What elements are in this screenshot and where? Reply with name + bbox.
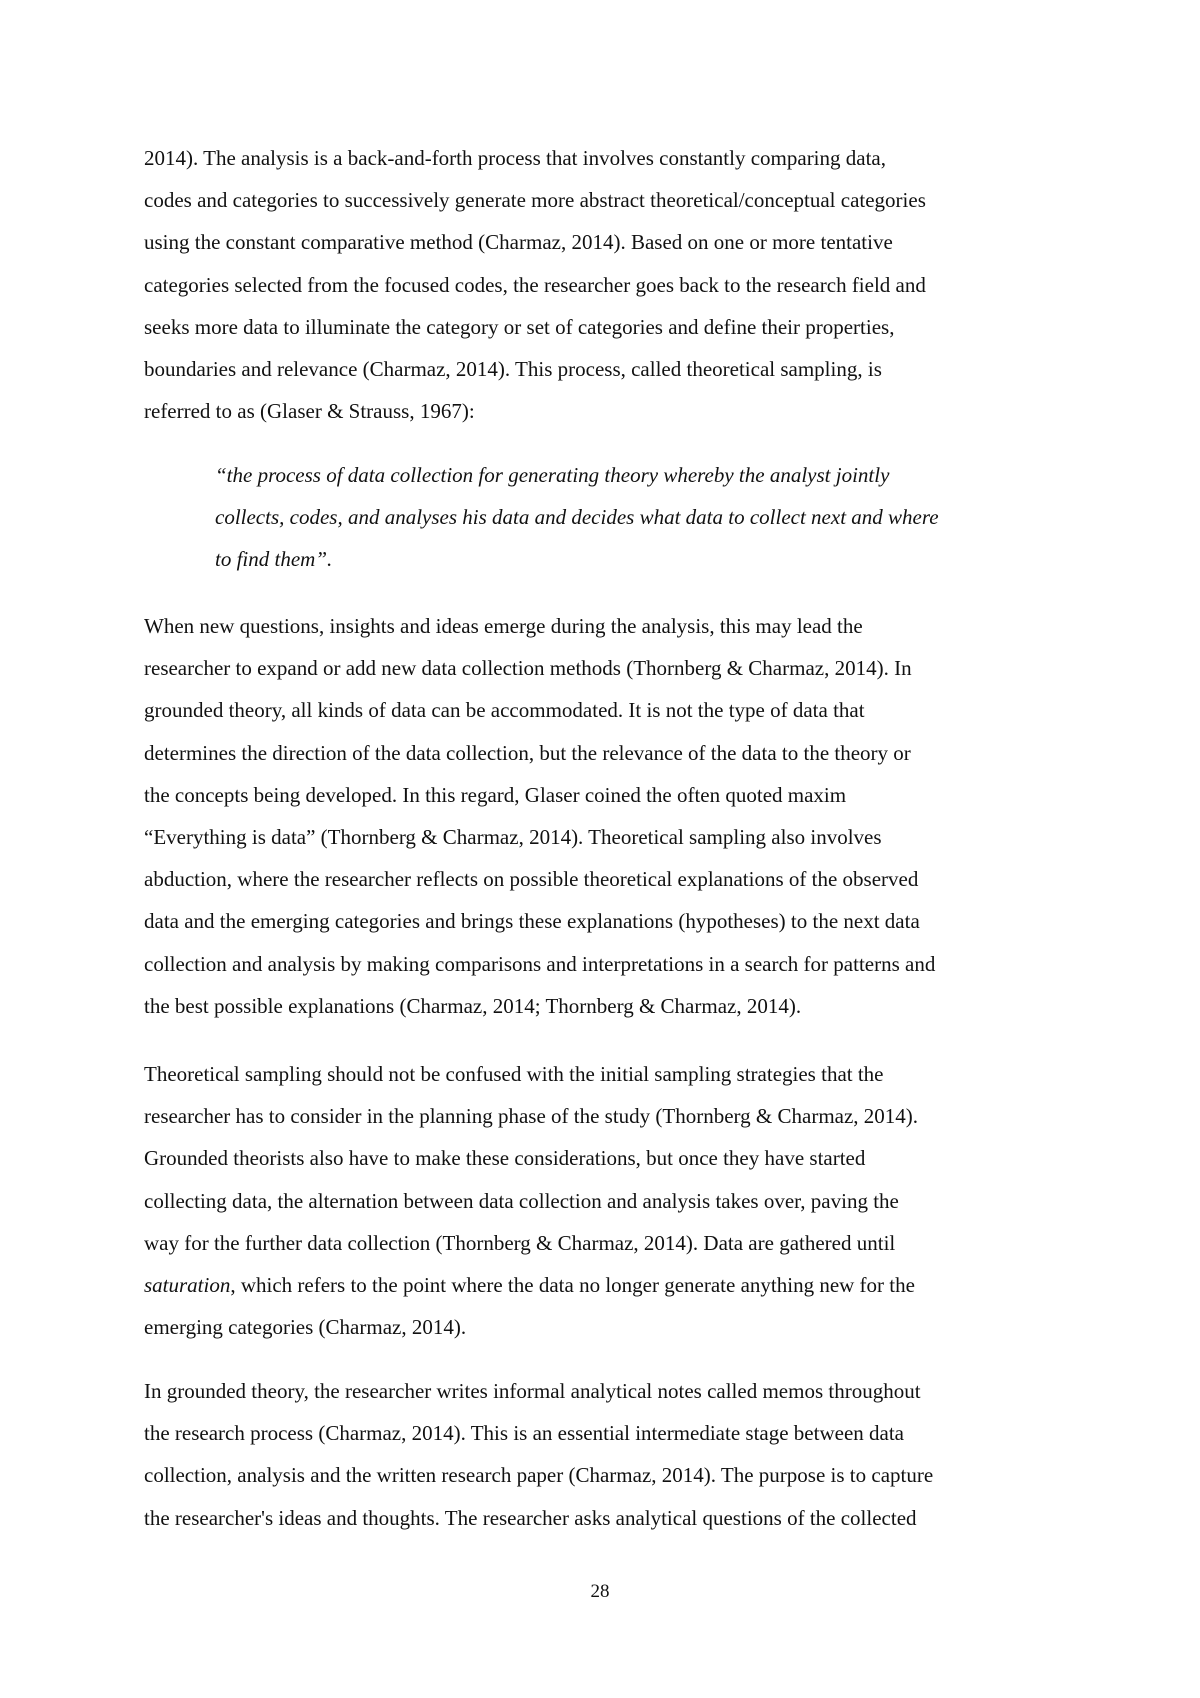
paragraph-line: referred to as (Glaser & Strauss, 1967): bbox=[144, 399, 475, 424]
paragraph-line: the concepts being developed. In this regard, Glaser coined the often quoted maxim bbox=[144, 782, 847, 807]
paragraph-line: boundaries and relevance (Charmaz, 2014). This process, called theoretical sampling, is bbox=[144, 356, 882, 381]
paragraph-line: the researcher's ideas and thoughts. The researcher asks analytical questions of the collected bbox=[144, 1505, 917, 1530]
paragraph-line: categories selected from the focused codes, the researcher goes back to the research field and bbox=[144, 272, 926, 297]
paragraph-line: Theoretical sampling should not be confused with the initial sampling strategies that the bbox=[144, 1062, 884, 1086]
paragraph-line: using the constant comparative method (Charmaz, 2014). Based on one or more tentative bbox=[144, 230, 893, 255]
paragraph-line: the best possible explanations (Charmaz, 2014; Thornberg & Charmaz, 2014). bbox=[144, 993, 802, 1018]
paragraph-line: researcher has to consider in the planning phase of the study (Thornberg & Charmaz, 2014). bbox=[144, 1104, 919, 1129]
paragraph-line: collection and analysis by making comparisons and interpretations in a search for patterns and bbox=[144, 951, 936, 976]
paragraph-line: In grounded theory, the researcher writes informal analytical notes called memos throughout bbox=[144, 1379, 921, 1403]
paragraph-line bbox=[144, 1264, 1066, 1306]
paragraph-line: grounded theory, all kinds of data can be accommodated. It is not the type of data that bbox=[144, 698, 865, 723]
paragraph-line: When new questions, insights and ideas emerge during the analysis, this may lead the bbox=[144, 614, 863, 638]
paragraph-line: Grounded theorists also have to make these considerations, but once they have started bbox=[144, 1146, 866, 1171]
paragraph-line: determines the direction of the data collection, but the relevance of the data to the theory or bbox=[144, 740, 911, 765]
paragraph-3 bbox=[144, 1053, 1066, 1348]
page-number: 28 bbox=[590, 1581, 610, 1602]
paragraph-2 bbox=[144, 605, 1066, 1027]
paragraph-line: 2014). The analysis is a back-and-forth process that involves constantly comparing data, bbox=[144, 146, 886, 170]
paragraph-line: seeks more data to illuminate the category or set of categories and define their properties, bbox=[144, 314, 895, 339]
paragraph-line: the research process (Charmaz, 2014). This is an essential intermediate stage between data bbox=[144, 1421, 904, 1446]
quote-line: to find them”. bbox=[215, 547, 333, 572]
block-quote bbox=[215, 454, 1075, 581]
paragraph-line: abduction, where the researcher reflects on possible theoretical explanations of the observed bbox=[144, 867, 919, 892]
paragraph-line: data and the emerging categories and brings these explanations (hypotheses) to the next data bbox=[144, 909, 920, 934]
paragraph-4 bbox=[144, 1370, 1066, 1539]
paragraph-line: emerging categories (Charmaz, 2014). bbox=[144, 1315, 467, 1340]
saturation-term: saturation bbox=[144, 1272, 231, 1297]
paragraph-line: “Everything is data” (Thornberg & Charmaz, 2014). Theoretical sampling also involves bbox=[144, 824, 882, 849]
term-continuation: , which refers to the point where the data no longer generate anything new for the bbox=[230, 1272, 915, 1297]
paragraph-line: way for the further data collection (Thornberg & Charmaz, 2014). Data are gathered until bbox=[144, 1230, 896, 1255]
paragraph-line: codes and categories to successively generate more abstract theoretical/conceptual categories bbox=[144, 188, 926, 213]
paragraph-line: collecting data, the alternation between data collection and analysis takes over, paving the bbox=[144, 1188, 899, 1213]
quote-line: “the process of data collection for generating theory whereby the analyst jointly bbox=[215, 463, 890, 487]
quote-line: collects, codes, and analyses his data and decides what data to collect next and where bbox=[215, 505, 939, 530]
paragraph-1 bbox=[144, 137, 1066, 432]
paragraph-line: researcher to expand or add new data collection methods (Thornberg & Charmaz, 2014). In bbox=[144, 656, 912, 681]
paragraph-line: collection, analysis and the written research paper (Charmaz, 2014). The purpose is to capture bbox=[144, 1463, 934, 1488]
